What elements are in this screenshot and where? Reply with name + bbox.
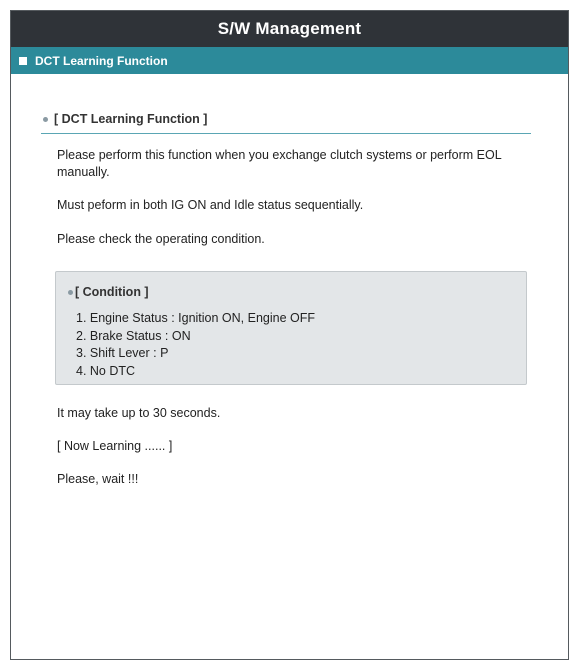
function-heading-text: [ DCT Learning Function ] — [54, 112, 208, 126]
square-bullet-icon — [19, 57, 27, 65]
condition-item-brake-status: 2. Brake Status : ON — [76, 328, 191, 343]
wait-message: Please, wait !!! — [57, 472, 139, 486]
content-area — [11, 112, 568, 488]
section-header — [11, 47, 568, 74]
window-title: S/W Management — [11, 11, 568, 47]
condition-title-text: [ Condition ] — [75, 285, 149, 299]
condition-list — [68, 310, 514, 380]
condition-box — [55, 271, 527, 385]
learning-status: [ Now Learning ...... ] — [57, 439, 173, 453]
condition-item-engine-status: 1. Engine Status : Ignition ON, Engine OFF — [76, 311, 316, 325]
function-heading — [41, 112, 531, 134]
instruction-ig-on-idle: Must peform in both IG ON and Idle status sequentially. — [57, 198, 364, 212]
condition-item-shift-lever: 3. Shift Lever : P — [76, 346, 169, 360]
instruction-check-condition: Please check the operating condition. — [57, 232, 265, 246]
duration-note: It may take up to 30 seconds. — [57, 406, 221, 420]
section-title: DCT Learning Function — [35, 53, 168, 68]
sw-management-window — [10, 10, 569, 660]
instructions-body — [41, 147, 538, 488]
condition-title — [68, 284, 514, 301]
dot-bullet-icon — [43, 117, 48, 122]
instruction-exchange-clutch: Please perform this function when you exchange clutch systems or perform EOL manually. — [57, 148, 502, 179]
dot-bullet-icon — [68, 290, 73, 295]
condition-item-no-dtc: 4. No DTC — [76, 363, 136, 378]
